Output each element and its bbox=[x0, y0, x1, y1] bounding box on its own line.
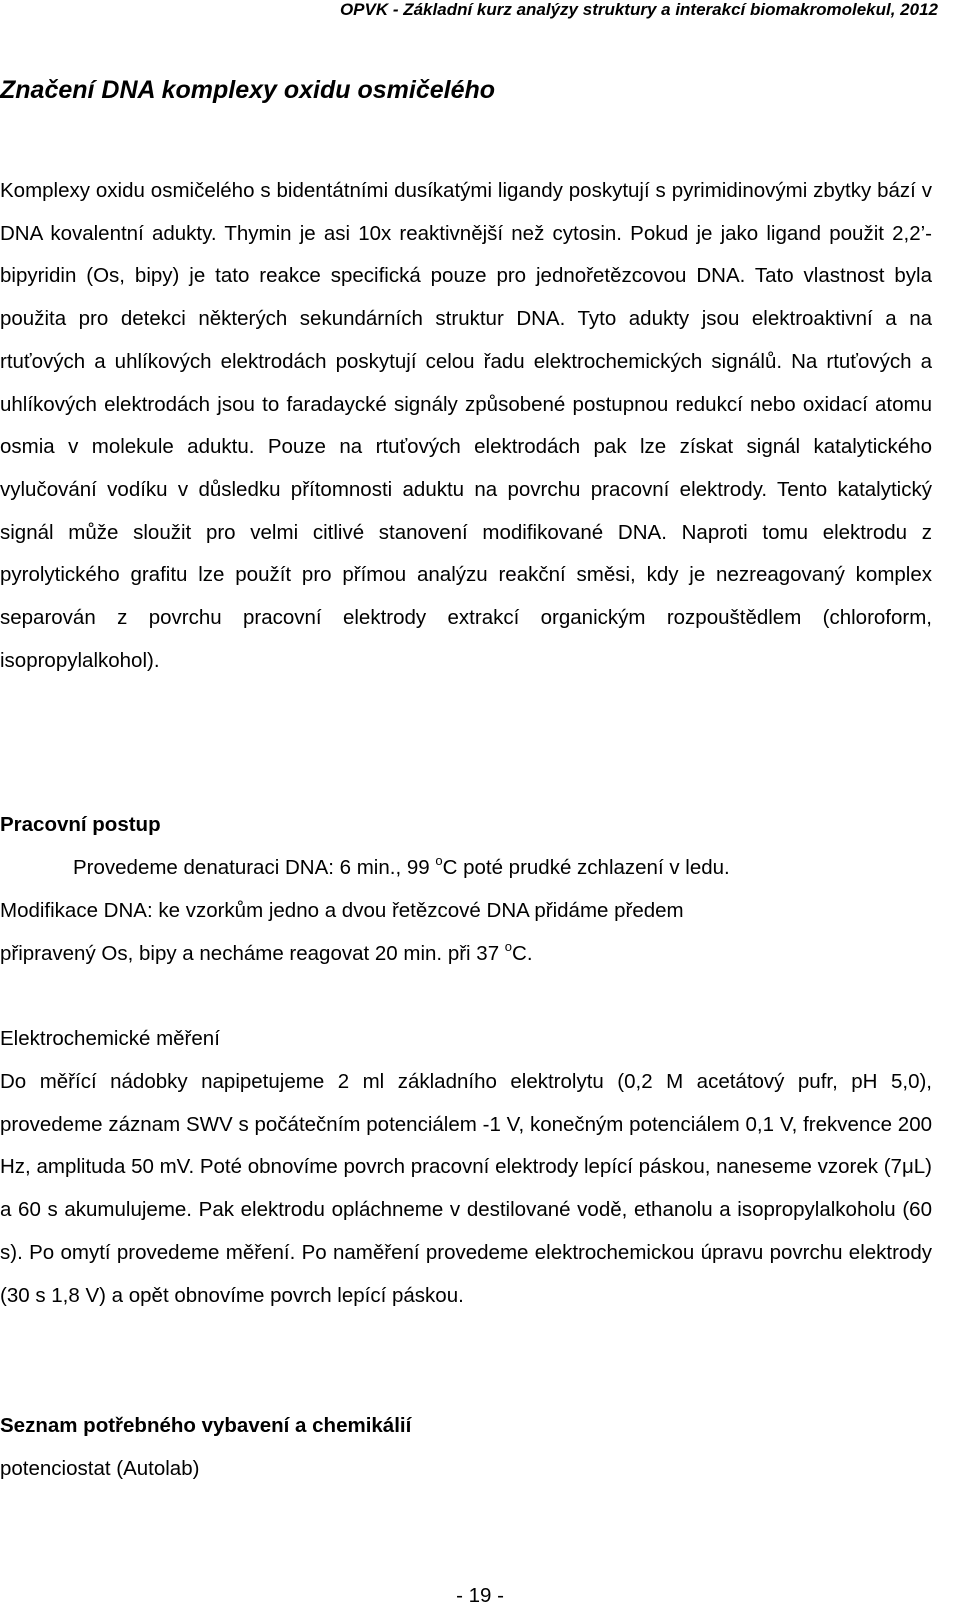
degree-mark: o bbox=[504, 939, 513, 954]
procedure-step-modification: Modifikace DNA: ke vzorkům jedno a dvou řetězcové DNA přidáme předem bbox=[0, 899, 684, 922]
intro-paragraph: Komplexy oxidu osmičelého s bidentátními dusíkatými ligandy poskytují s pyrimidinovými zbytky bází v DNA kovalentní adukty. Thymin je asi 10x reaktivnější než cytosin. Pokud je jako ligand použit 2,2’-bipyridin (Os, bipy) je tato reakce specifická pouze pro jednořetězcovou DNA. Tato vlastnost byla použita pro detekci některých sekundárních struktur DNA. Tyto adukty jsou elektroaktivní a na rtuťových a uhlíkových elektrodách poskytují celou řadu elektrochemických signálů. Na rtuťových a uhlíkových elektrodách jsou to faradaycké signály způsobené postupnou redukcí nebo oxidací atomu osmia v molekule aduktu. Pouze na rtuťových elektrodách pak lze získat signál katalytického vylučování vodíku v důsledku přítomnosti aduktu na povrchu pracovní elektrody. Tento katalytický signál může sloužit pro velmi citlivé stanovení modifikované DNA. Naproti tomu elektrodu z pyrolytického grafitu lze použít pro přímou analýzu reakční směsi, kdy je nezreagovaný komplex separován z povrchu pracovní elektrody extrakcí organickým rozpouštědlem (chloroform, isopropylalkohol). bbox=[0, 179, 932, 672]
step2-text-end: C. bbox=[512, 942, 533, 965]
equipment-heading: Seznam potřebného vybavení a chemikálií bbox=[0, 1414, 412, 1437]
step2-text: připravený Os, bipy a necháme reagovat 20 min. při 37 bbox=[0, 942, 505, 965]
equipment-item: potenciostat (Autolab) bbox=[0, 1457, 200, 1480]
procedure-step-modification-cont bbox=[0, 939, 533, 966]
page-number: - 19 - bbox=[456, 1584, 504, 1607]
step1-text: Provedeme denaturaci DNA: 6 min., 99 bbox=[73, 856, 436, 879]
section-title: Značení DNA komplexy oxidu osmičelého bbox=[0, 76, 496, 104]
step1-text-end: C poté prudké zchlazení v ledu. bbox=[442, 856, 730, 879]
degree-mark: o bbox=[435, 853, 443, 868]
procedure-heading: Pracovní postup bbox=[0, 813, 161, 836]
measurement-heading: Elektrochemické měření bbox=[0, 1027, 220, 1050]
running-header: OPVK - Základní kurz analýzy struktury a interakcí biomakromolekul, 2012 bbox=[339, 0, 938, 19]
measurement-paragraph: Do měřící nádobky napipetujeme 2 ml základního elektrolytu (0,2 M acetátový pufr, pH 5,0), provedeme záznam SWV s počátečním potenciálem -1 V, konečným potenciálem 0,1 V, frekvence 200 Hz, amplituda 50 mV. Poté obnovíme povrch pracovní elektrody lepící páskou, naneseme vzorek (7μL) a 60 s akumulujeme. Pak elektrodu opláchneme v destilované vodě, ethanolu a isopropylalkoholu (60 s). Po omytí provedeme měření. Po naměření provedeme elektrochemickou úpravu povrchu elektrody (30 s 1,8 V) a opět obnovíme povrch lepící páskou. bbox=[0, 1070, 932, 1307]
procedure-step-denaturation bbox=[73, 853, 730, 880]
